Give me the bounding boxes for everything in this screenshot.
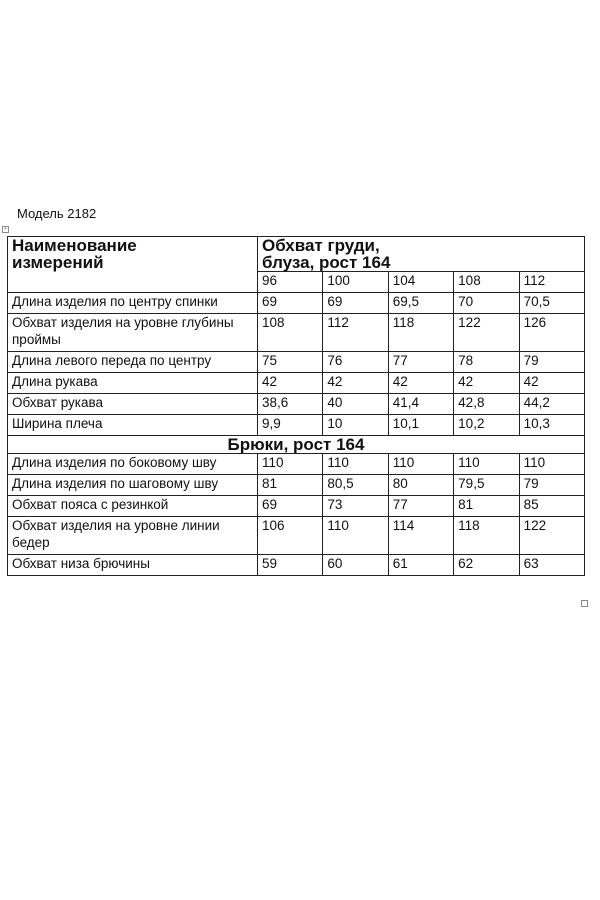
cell-value: 61: [388, 555, 453, 576]
row-label: Обхват изделия на уровне линии бедер: [8, 517, 258, 555]
size-108: 108: [454, 272, 519, 293]
cell-value: 110: [454, 454, 519, 475]
cell-value: 79,5: [454, 475, 519, 496]
row-label: Длина изделия по шаговому шву: [8, 475, 258, 496]
cell-value: 69: [258, 496, 323, 517]
cell-value: 122: [454, 314, 519, 352]
cell-value: 79: [519, 475, 584, 496]
cell-value: 10,3: [519, 415, 584, 436]
model-title: Модель 2182: [17, 206, 97, 221]
cell-value: 38,6: [258, 394, 323, 415]
cell-value: 69: [258, 293, 323, 314]
header-group-cell: [258, 237, 585, 272]
cell-value: 78: [454, 352, 519, 373]
cell-value: 108: [258, 314, 323, 352]
cell-value: 40: [323, 394, 388, 415]
table-row: [8, 293, 585, 314]
cell-value: 41,4: [388, 394, 453, 415]
cell-value: 110: [323, 517, 388, 555]
size-100: 100: [323, 272, 388, 293]
table-row: [8, 555, 585, 576]
cell-value: 110: [519, 454, 584, 475]
table-row: [8, 496, 585, 517]
row-label: Обхват пояса с резинкой: [8, 496, 258, 517]
table-row: [8, 394, 585, 415]
cell-value: 80,5: [323, 475, 388, 496]
cell-value: 118: [454, 517, 519, 555]
table-row: [8, 517, 585, 555]
cell-value: 70,5: [519, 293, 584, 314]
row-label: Длина левого переда по центру: [8, 352, 258, 373]
measurements-table: [7, 236, 585, 576]
cell-value: 69: [323, 293, 388, 314]
cell-value: 80: [388, 475, 453, 496]
cell-value: 85: [519, 496, 584, 517]
table-resize-handle-icon[interactable]: [581, 600, 588, 607]
header-group-line-2: блуза, рост 164: [262, 253, 391, 272]
cell-value: 42: [323, 373, 388, 394]
cell-value: 73: [323, 496, 388, 517]
row-label: Обхват низа брючины: [8, 555, 258, 576]
table-row: [8, 373, 585, 394]
cell-value: 42: [519, 373, 584, 394]
cell-value: 77: [388, 496, 453, 517]
cell-value: 59: [258, 555, 323, 576]
cell-value: 81: [454, 496, 519, 517]
table-row: [8, 475, 585, 496]
cell-value: 42: [258, 373, 323, 394]
cell-value: 79: [519, 352, 584, 373]
cell-value: 10,1: [388, 415, 453, 436]
header-group-line-1: Обхват груди,: [262, 236, 380, 255]
trousers-section-title: Брюки, рост 164: [8, 436, 585, 454]
cell-value: 42,8: [454, 394, 519, 415]
size-96: 96: [258, 272, 323, 293]
cell-value: 60: [323, 555, 388, 576]
size-112: 112: [519, 272, 584, 293]
cell-value: 122: [519, 517, 584, 555]
cell-value: 126: [519, 314, 584, 352]
cell-value: 10: [323, 415, 388, 436]
cell-value: 106: [258, 517, 323, 555]
header-name-line-1: Наименование: [12, 236, 137, 255]
cell-value: 44,2: [519, 394, 584, 415]
cell-value: 112: [323, 314, 388, 352]
size-104: 104: [388, 272, 453, 293]
row-label: Ширина плеча: [8, 415, 258, 436]
row-label: Длина рукава: [8, 373, 258, 394]
cell-value: 70: [454, 293, 519, 314]
cell-value: 62: [454, 555, 519, 576]
table-row: [8, 415, 585, 436]
cell-value: 75: [258, 352, 323, 373]
cell-value: 42: [388, 373, 453, 394]
table-row: [8, 352, 585, 373]
row-label: Длина изделия по центру спинки: [8, 293, 258, 314]
table-move-handle-icon[interactable]: +: [2, 226, 9, 233]
cell-value: 76: [323, 352, 388, 373]
cell-value: 77: [388, 352, 453, 373]
row-label: Обхват изделия на уровне глубины проймы: [8, 314, 258, 352]
cell-value: 81: [258, 475, 323, 496]
cell-value: 10,2: [454, 415, 519, 436]
table-row: [8, 454, 585, 475]
cell-value: 63: [519, 555, 584, 576]
cell-value: 114: [388, 517, 453, 555]
row-label: Обхват рукава: [8, 394, 258, 415]
cell-value: 9,9: [258, 415, 323, 436]
cell-value: 69,5: [388, 293, 453, 314]
row-label: Длина изделия по боковому шву: [8, 454, 258, 475]
cell-value: 110: [388, 454, 453, 475]
cell-value: 110: [258, 454, 323, 475]
cell-value: 110: [323, 454, 388, 475]
cell-value: 118: [388, 314, 453, 352]
table-row: [8, 314, 585, 352]
header-name-cell: [8, 237, 258, 293]
cell-value: 42: [454, 373, 519, 394]
header-name-line-2: измерений: [12, 253, 104, 272]
